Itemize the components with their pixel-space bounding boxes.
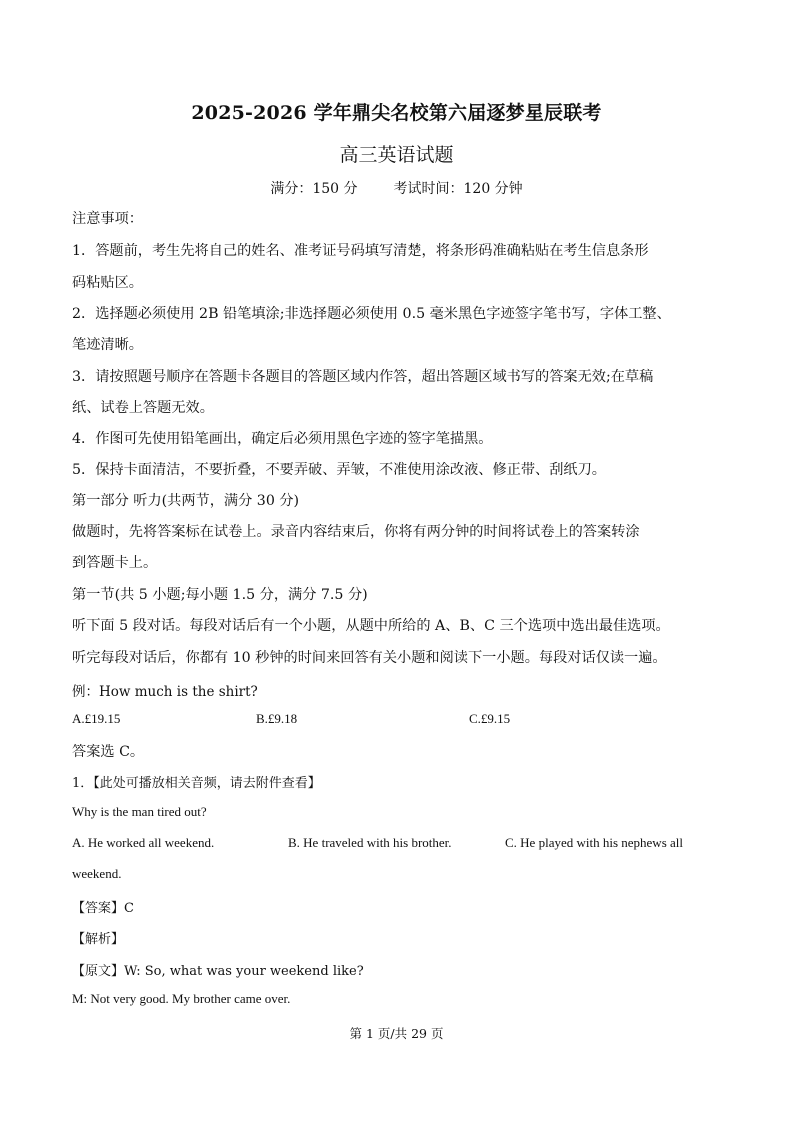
question-1-option-c: C. He played with his nephews all bbox=[505, 835, 683, 850]
question-1-stem: 1．【此处可播放相关音频，请去附件查看】 bbox=[72, 776, 321, 791]
example-question: 例：How much is the shirt? bbox=[72, 684, 258, 700]
question-1-answer: 【答案】C bbox=[72, 901, 134, 916]
exam-subtitle: 高三英语试题 bbox=[339, 144, 454, 166]
exam-meta bbox=[0, 178, 793, 198]
example-option-c: C.£9.15 bbox=[469, 711, 511, 726]
question-1-transcript: 【原文】W: So, what was your weekend like? bbox=[72, 964, 364, 979]
example-option-a: A.£19.15 bbox=[72, 711, 121, 726]
notes-heading: 注意事项： bbox=[72, 211, 143, 227]
full-score: 满分：150 分 bbox=[270, 181, 358, 197]
question-1-option-a: A. He worked all weekend. bbox=[72, 835, 215, 850]
section1-instruction: 听下面 5 段对话。每段对话后有一个小题，从题中所给的 A、B、C 三个选项中选出最佳选项。 bbox=[72, 618, 670, 634]
question-1-option-b: B. He traveled with his brother. bbox=[288, 835, 452, 850]
question-1-transcript-line-2: M: Not very good. My brother came over. bbox=[72, 991, 291, 1006]
exam-title: 2025-2026 学年鼎尖名校第六届逐梦星辰联考 bbox=[191, 102, 602, 124]
note-2-cont: 笔迹清晰。 bbox=[72, 337, 143, 353]
note-4: 4．作图可先使用铅笔画出，确定后必须用黑色字迹的签字笔描黑。 bbox=[72, 431, 493, 447]
page-number: 第 1 页/共 29 页 bbox=[349, 1026, 444, 1041]
part1-intro: 做题时，先将答案标在试卷上。录音内容结束后，你将有两分钟的时间将试卷上的答案转涂 bbox=[72, 524, 640, 540]
part1-intro-cont: 到答题卡上。 bbox=[72, 555, 158, 571]
exam-time: 考试时间：120 分钟 bbox=[393, 181, 523, 197]
example-option-b: B.£9.18 bbox=[256, 711, 298, 726]
note-1-cont: 码粘贴区。 bbox=[72, 275, 143, 291]
question-1-analysis: 【解析】 bbox=[72, 932, 125, 947]
note-3-cont: 纸、试卷上答题无效。 bbox=[72, 400, 214, 416]
example-answer: 答案选 C。 bbox=[72, 744, 145, 760]
note-2: 2．选择题必须使用 2B 铅笔填涂;非选择题必须使用 0.5 毫米黑色字迹签字笔书写，字体工整、 bbox=[72, 306, 671, 322]
part1-heading: 第一部分 听力(共两节，满分 30 分) bbox=[72, 493, 300, 509]
section1-instruction-cont: 听完每段对话后，你都有 10 秒钟的时间来回答有关小题和阅读下一小题。每段对话仅读一遍。 bbox=[72, 650, 667, 666]
question-1-option-c-cont: weekend. bbox=[72, 866, 122, 881]
question-1-text: Why is the man tired out? bbox=[72, 804, 207, 819]
note-3: 3．请按照题号顺序在答题卡各题目的答题区域内作答，超出答题区域书写的答案无效;在草稿 bbox=[72, 369, 654, 385]
note-5: 5．保持卡面清洁，不要折叠，不要弄破、弄皱，不准使用涂改液、修正带、刮纸刀。 bbox=[72, 462, 606, 478]
section1-heading: 第一节(共 5 小题;每小题 1.5 分，满分 7.5 分) bbox=[72, 587, 368, 603]
note-1: 1．答题前，考生先将自己的姓名、准考证号码填写清楚，将条形码准确粘贴在考生信息条形 bbox=[72, 243, 649, 259]
